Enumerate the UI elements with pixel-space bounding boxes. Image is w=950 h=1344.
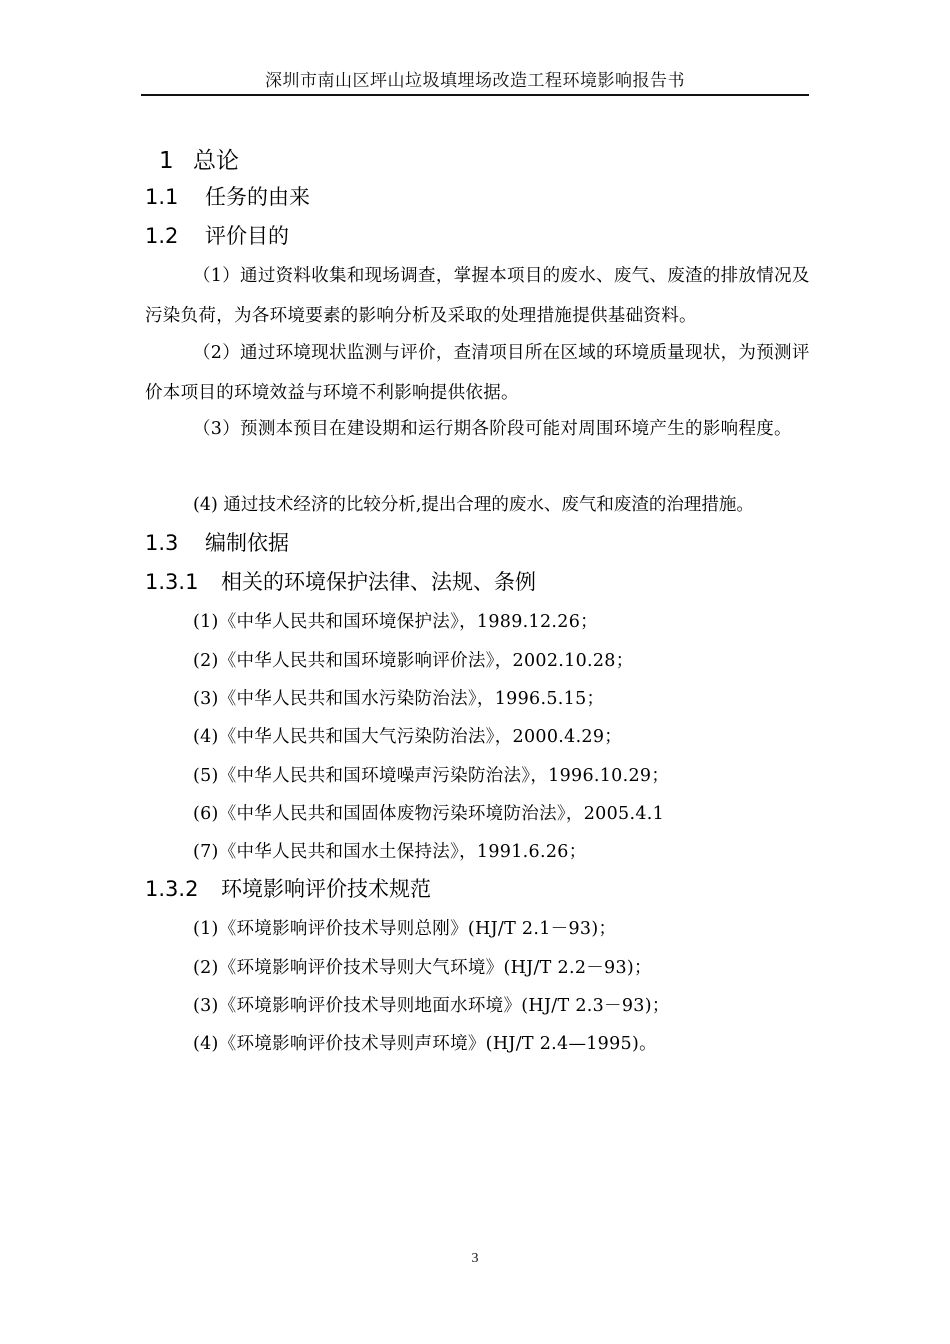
section-number: 1.1 (145, 185, 179, 209)
subsection-title: 相关的环境保护法律、法规、条例 (221, 570, 536, 594)
section-heading-1-2 (145, 220, 289, 250)
reference-item: (2)《中华人民共和国环境影响评价法》，2002.10.28； (193, 651, 634, 671)
page-number: 3 (471, 1251, 479, 1266)
chapter-title: 总论 (193, 148, 239, 174)
reference-item: (2)《环境影响评价技术导则大气环境》(HJ/T 2.2－93)； (193, 958, 652, 978)
paragraph: （3）预测本预目在建设期和运行期各阶段可能对周围环境产生的影响程度。 (193, 419, 792, 439)
chapter-heading (145, 142, 239, 175)
section-heading-1-3 (145, 527, 289, 557)
paragraph: (4) 通过技术经济的比较分析,提出合理的废水、废气和废渣的治理措施。 (193, 495, 754, 515)
section-title: 任务的由来 (205, 185, 310, 209)
subsection-heading-1-3-1 (145, 566, 536, 596)
subsection-heading-1-3-2 (145, 873, 431, 903)
reference-item: (1)《中华人民共和国环境保护法》，1989.12.26； (193, 612, 598, 632)
paragraph: （1）通过资料收集和现场调查，掌握本项目的废水、废气、废渣的排放情况及污染负荷，为各环境要素的影响分析及采取的处理措施提供基础资料。 (145, 266, 810, 326)
section-number: 1.3 (145, 531, 179, 555)
reference-item: (3)《环境影响评价技术导则地面水环境》(HJ/T 2.3－93)； (193, 996, 670, 1016)
reference-item: (6)《中华人民共和国固体废物污染环境防治法》，2005.4.1 (193, 804, 665, 824)
subsection-title: 环境影响评价技术规范 (221, 877, 431, 901)
running-header: 深圳市南山区坪山垃圾填埋场改造工程环境影响报告书 (265, 71, 685, 91)
reference-item: (1)《环境影响评价技术导则总刚》(HJ/T 2.1－93)； (193, 919, 617, 939)
reference-item: (3)《中华人民共和国水污染防治法》，1996.5.15； (193, 689, 605, 709)
subsection-number: 1.3.1 (145, 570, 199, 594)
section-number: 1.2 (145, 224, 179, 248)
section-title: 评价目的 (205, 224, 289, 248)
reference-item: (5)《中华人民共和国环境噪声污染防治法》，1996.10.29； (193, 766, 670, 786)
section-title: 编制依据 (205, 531, 289, 555)
reference-item: (7)《中华人民共和国水土保持法》，1991.6.26； (193, 842, 587, 862)
section-heading-1-1 (145, 181, 310, 211)
reference-item: (4)《中华人民共和国大气污染防治法》，2000.4.29； (193, 727, 623, 747)
header-rule (141, 94, 809, 96)
chapter-number: 1 (159, 148, 174, 174)
reference-item: (4)《环境影响评价技术导则声环境》(HJ/T 2.4—1995)。 (193, 1034, 657, 1054)
subsection-number: 1.3.2 (145, 877, 199, 901)
paragraph: （2）通过环境现状监测与评价，查清项目所在区域的环境质量现状，为预测评价本项目的环境效益与环境不利影响提供依据。 (145, 343, 810, 403)
